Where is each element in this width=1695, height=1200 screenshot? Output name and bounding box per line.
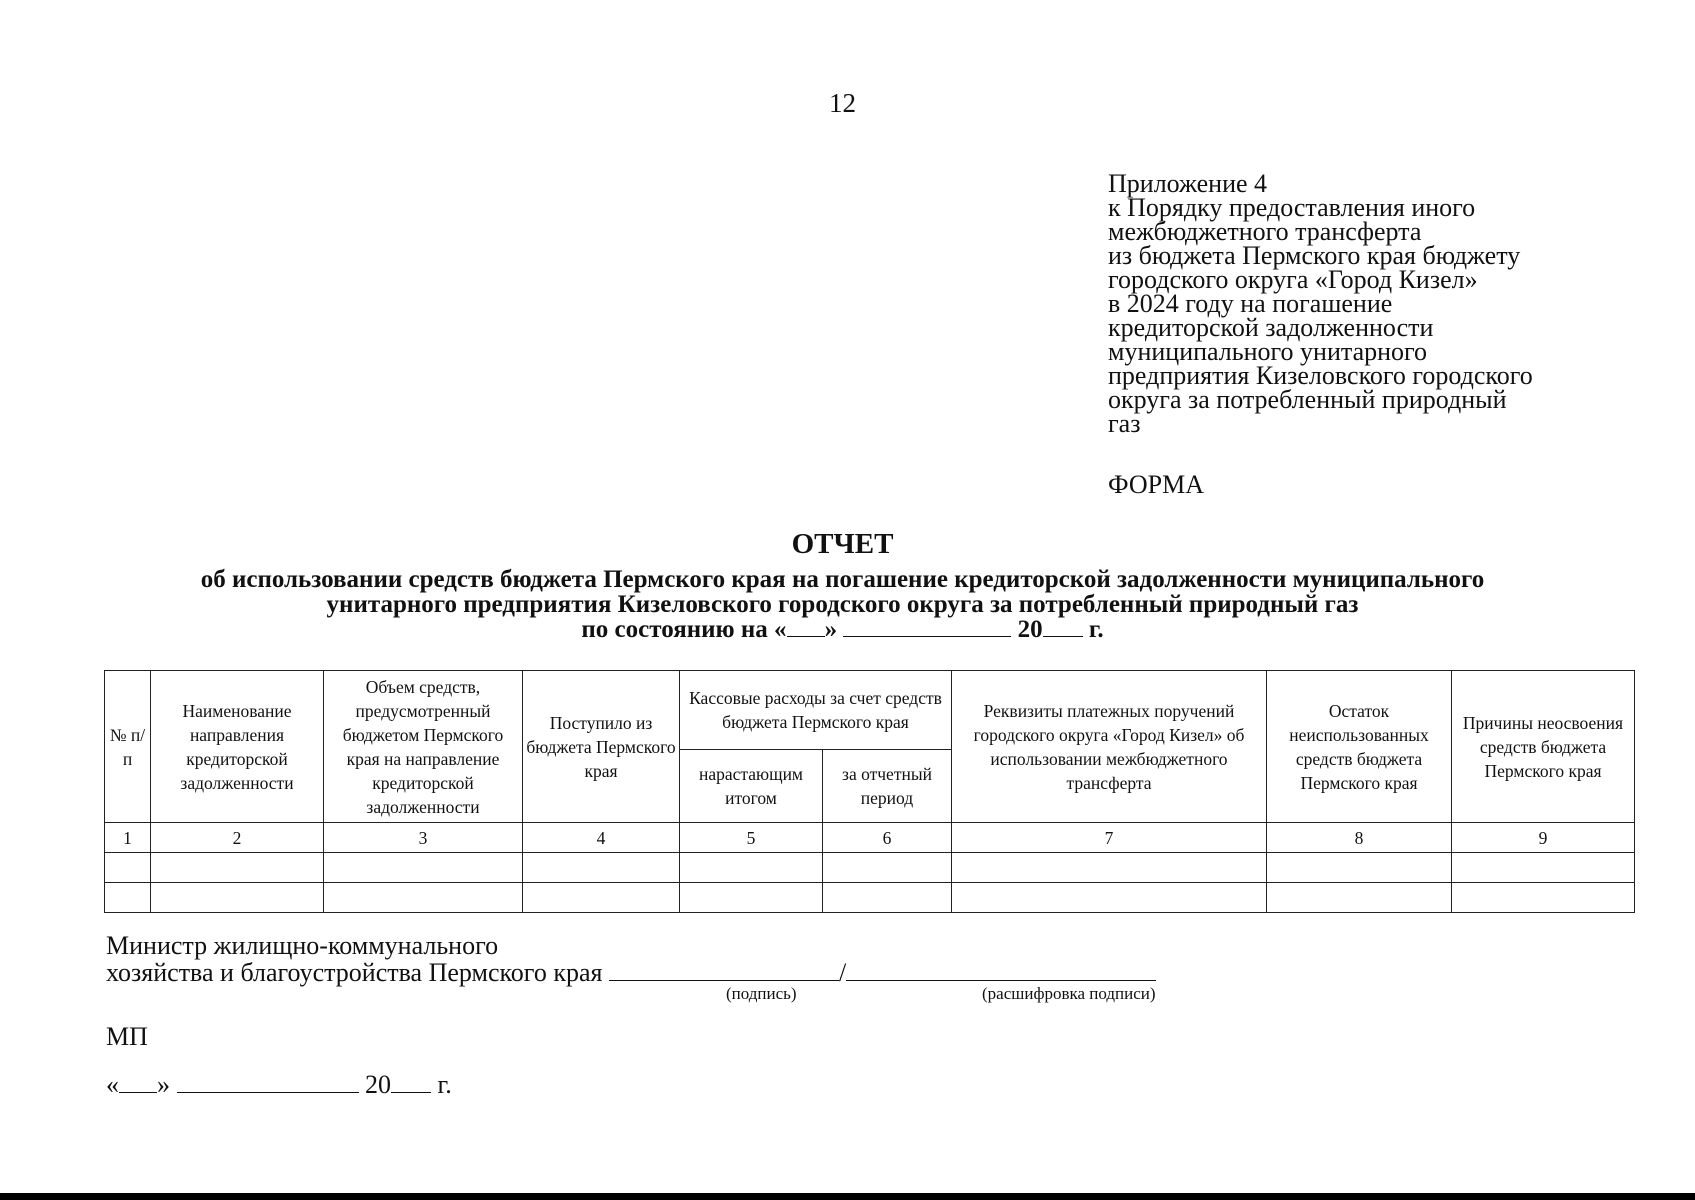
date-prefix: по состоянию на « — [581, 616, 787, 643]
table-cell[interactable] — [823, 883, 952, 913]
date-year: 20 — [1017, 616, 1043, 643]
page-number: 12 — [829, 88, 856, 118]
signing-month-blank[interactable] — [177, 1074, 359, 1093]
column-number: 9 — [1452, 823, 1635, 853]
signing-year-prefix: 20 — [365, 1070, 391, 1099]
date-open-quote: « — [106, 1070, 119, 1099]
table-cell[interactable] — [1452, 853, 1635, 883]
header-received: Поступило из бюджета Пермского края — [523, 671, 680, 823]
appendix-line: кредиторской задолженности — [1108, 313, 1434, 342]
signing-day-blank[interactable] — [119, 1074, 157, 1093]
column-number: 5 — [680, 823, 823, 853]
minister-title-line-1: Министр жилищно-коммунального — [106, 931, 499, 960]
header-reporting-period: за отчетный период — [823, 750, 952, 823]
header-planned-funds: Объем средств, предусмотренный бюджетом Пермского края на направление кредиторской задолженности — [324, 671, 523, 823]
stamp-label: МП — [106, 1022, 148, 1051]
signature-caption: (подпись) — [726, 984, 797, 1003]
table-cell[interactable] — [324, 853, 523, 883]
column-number-row — [105, 823, 1635, 853]
signature-separator: / — [838, 958, 847, 987]
appendix-line: городского округа «Город Кизел» — [1108, 265, 1478, 294]
year-blank[interactable] — [1043, 618, 1083, 637]
header-number: № п/п — [105, 671, 151, 823]
table-row — [105, 853, 1635, 883]
column-number: 2 — [151, 823, 324, 853]
column-number: 8 — [1267, 823, 1452, 853]
appendix-line: Приложение 4 — [1108, 169, 1268, 198]
appendix-line: межбюджетного трансферта — [1108, 217, 1422, 246]
appendix-line: из бюджета Пермского края бюджету — [1108, 241, 1521, 270]
signing-date-suffix: г. — [437, 1070, 452, 1099]
decoding-caption: (расшифровка подписи) — [982, 984, 1156, 1003]
date-suffix: г. — [1088, 616, 1104, 643]
header-reasons: Причины неосвоения средств бюджета Пермского края — [1452, 671, 1635, 823]
signing-year-blank[interactable] — [391, 1074, 431, 1093]
appendix-line: округа за потребленный природный — [1108, 385, 1507, 414]
table-cell[interactable] — [105, 883, 151, 913]
appendix-line: муниципального унитарного — [1108, 337, 1428, 366]
column-number: 1 — [105, 823, 151, 853]
date-close-quote: » — [157, 1070, 170, 1099]
column-number: 7 — [952, 823, 1267, 853]
forma-label: ФОРМА — [1108, 470, 1204, 499]
appendix-line: газ — [1108, 409, 1141, 438]
signature-decoding-field[interactable] — [846, 958, 1156, 981]
table-cell[interactable] — [952, 853, 1267, 883]
report-subtitle — [60, 567, 1625, 642]
table-cell[interactable] — [1452, 883, 1635, 913]
table-cell[interactable] — [151, 853, 324, 883]
table-cell[interactable] — [952, 883, 1267, 913]
subtitle-line-2: унитарного предприятия Кизеловского городского округа за потребленный природный газ — [326, 591, 1359, 618]
header-debt-direction: Наименование направления кредиторской задолженности — [151, 671, 324, 823]
report-title: ОТЧЕТ — [791, 528, 894, 560]
column-number: 3 — [324, 823, 523, 853]
minister-title-line-2 — [106, 958, 1156, 985]
table-header-row — [105, 671, 1635, 750]
signature-block — [106, 931, 1156, 987]
date-quote-close: » — [824, 616, 838, 643]
report-date-line — [60, 617, 1625, 642]
table-cell[interactable] — [324, 883, 523, 913]
header-cash-expenses: Кассовые расходы за счет средств бюджета Пермского края — [680, 671, 952, 750]
table-cell[interactable] — [523, 853, 680, 883]
table-cell[interactable] — [151, 883, 324, 913]
appendix-line: предприятия Кизеловского городского — [1108, 361, 1533, 390]
appendix-block — [1108, 169, 1668, 438]
appendix-line: в 2024 году на погашение — [1108, 289, 1393, 318]
table-row — [105, 883, 1635, 913]
signature-field[interactable] — [609, 958, 839, 981]
table-cell[interactable] — [523, 883, 680, 913]
scan-bottom-edge — [0, 1193, 1695, 1200]
minister-title-text: хозяйства и благоустройства Пермского края — [106, 958, 603, 987]
signing-date — [106, 1070, 452, 1100]
table-cell[interactable] — [680, 853, 823, 883]
report-table — [104, 670, 1635, 913]
table-cell[interactable] — [105, 853, 151, 883]
subtitle-line-1: об использовании средств бюджета Пермского края на погашение кредиторской задолженности муниципального — [200, 566, 1485, 593]
table-cell[interactable] — [680, 883, 823, 913]
month-blank[interactable] — [843, 618, 1011, 637]
column-number: 4 — [523, 823, 680, 853]
table-cell[interactable] — [1267, 853, 1452, 883]
appendix-line: к Порядку предоставления иного — [1108, 193, 1476, 222]
header-remaining-funds: Остаток неиспользованных средств бюджета Пермского края — [1267, 671, 1452, 823]
header-payment-details: Реквизиты платежных поручений городского округа «Город Кизел» об использовании межбюджетного трансферта — [952, 671, 1267, 823]
table-cell[interactable] — [1267, 883, 1452, 913]
header-cumulative: нарастающим итогом — [680, 750, 823, 823]
day-blank[interactable] — [787, 618, 825, 637]
table-cell[interactable] — [823, 853, 952, 883]
column-number: 6 — [823, 823, 952, 853]
